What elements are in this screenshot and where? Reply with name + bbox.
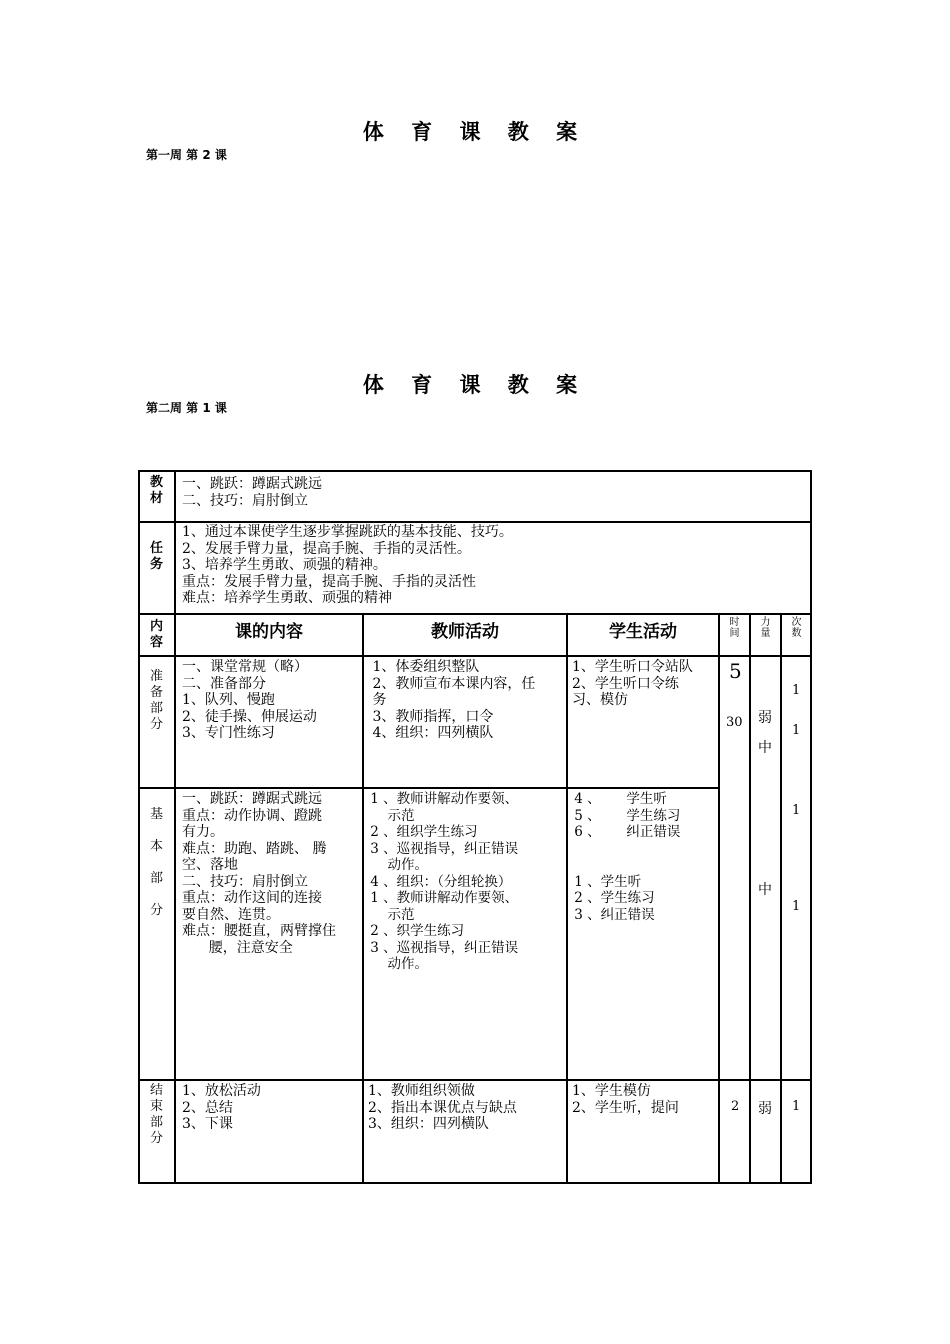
basic-intensity: 中: [758, 882, 772, 898]
prep-count-b: 1: [792, 723, 801, 738]
end-section-label: 结 束 部 分: [138, 1080, 175, 1184]
header-count: 次 数: [781, 614, 812, 656]
header-teacher-activity: 教师活动: [363, 614, 567, 656]
basic-count-b: 1: [792, 899, 801, 914]
intensity-column-prep-basic: [750, 656, 781, 1080]
header-lesson-content: 课的内容: [175, 614, 363, 656]
end-teacher-activity: 1、教师组织领做 2、指出本课优点与缺点 3、组织：四列横队: [363, 1080, 567, 1184]
count-column-prep-basic: [781, 656, 812, 1080]
doc1-week-lesson: 第一周 第 2 课: [146, 148, 227, 162]
end-count-cell: [781, 1080, 812, 1184]
end-time-cell: [719, 1080, 750, 1184]
prep-time-minor: 30: [726, 715, 743, 730]
time-column-prep-basic: [719, 656, 750, 1080]
basic-student-activity: 4 、 学生听 5 、 学生练习 6 、 纠正错误 1 、学生听 2 、学生练习 3 、纠正错误: [567, 788, 719, 1080]
end-intensity-cell: [750, 1080, 781, 1184]
material-text: 一、跳跃：蹲踞式跳远 二、技巧：肩肘倒立: [175, 470, 812, 522]
task-label: 任 务: [138, 522, 175, 614]
basic-teacher-activity: 1 、教师讲解动作要领、 示范 2 、组织学生练习 3 、巡视指导，纠正错误 动作。 4 、组织：（分组轮换） 1 、教师讲解动作要领、 示范 2 、织学生练习 3 、巡视指导，纠正错误 动作。: [363, 788, 567, 1080]
prep-intensity-mid: 中: [758, 740, 772, 756]
basic-count-a: 1: [792, 803, 801, 818]
end-intensity: 弱: [758, 1101, 772, 1117]
header-intensity: 力 量: [750, 614, 781, 656]
end-student-activity: 1、学生模仿 2、学生听，提问: [567, 1080, 719, 1184]
doc2-week-lesson: 第二周 第 1 课: [146, 401, 227, 415]
basic-content: 一、跳跃：蹲踞式跳远 重点：动作协调、蹬跳 有力。 难点：助跑、踏跳、 腾 空、落地 二、技巧：肩肘倒立 重点：动作这间的连接 要自然、连贯。 难点：腰挺直，两臂撑住 腰，注意安全: [175, 788, 363, 1080]
doc1-title: 体 育 课 教 案: [362, 120, 588, 144]
header-section: 内 容: [138, 614, 175, 656]
lesson-plan-table: [138, 470, 812, 1184]
prep-count-a: 1: [792, 683, 801, 698]
prep-time-major: 5: [729, 659, 742, 683]
basic-section-label: 基 本 部 分: [138, 788, 175, 1080]
prep-intensity-low: 弱: [758, 710, 772, 726]
doc2-title: 体 育 课 教 案: [362, 373, 588, 397]
prep-student-activity: 1、学生听口令站队 2、学生听口令练 习、模仿: [567, 656, 719, 788]
prep-content: 一、课堂常规（略） 二、准备部分 1、队列、慢跑 2、徒手操、伸展运动 3、专门性练习: [175, 656, 363, 788]
end-time: 2: [731, 1099, 740, 1114]
material-label: 教 材: [138, 470, 175, 522]
header-time: 时 间: [719, 614, 750, 656]
end-content: 1、放松活动 2、总结 3、下课: [175, 1080, 363, 1184]
header-student-activity: 学生活动: [567, 614, 719, 656]
end-count: 1: [792, 1099, 801, 1114]
task-text: 1、通过本课使学生逐步掌握跳跃的基本技能、技巧。 2、发展手臂力量，提高手腕、手指的灵活性。 3、培养学生勇敢、顽强的精神。 重点：发展手臂力量，提高手腕、手指的灵活性 难点：培养学生勇敢、顽强的精神: [175, 522, 812, 614]
prep-teacher-activity: 1、体委组织整队 2、教师宣布本课内容，任 务 3、教师指挥，口令 4、组织：四列横队: [363, 656, 567, 788]
prep-section-label: 准 备 部 分: [138, 656, 175, 788]
